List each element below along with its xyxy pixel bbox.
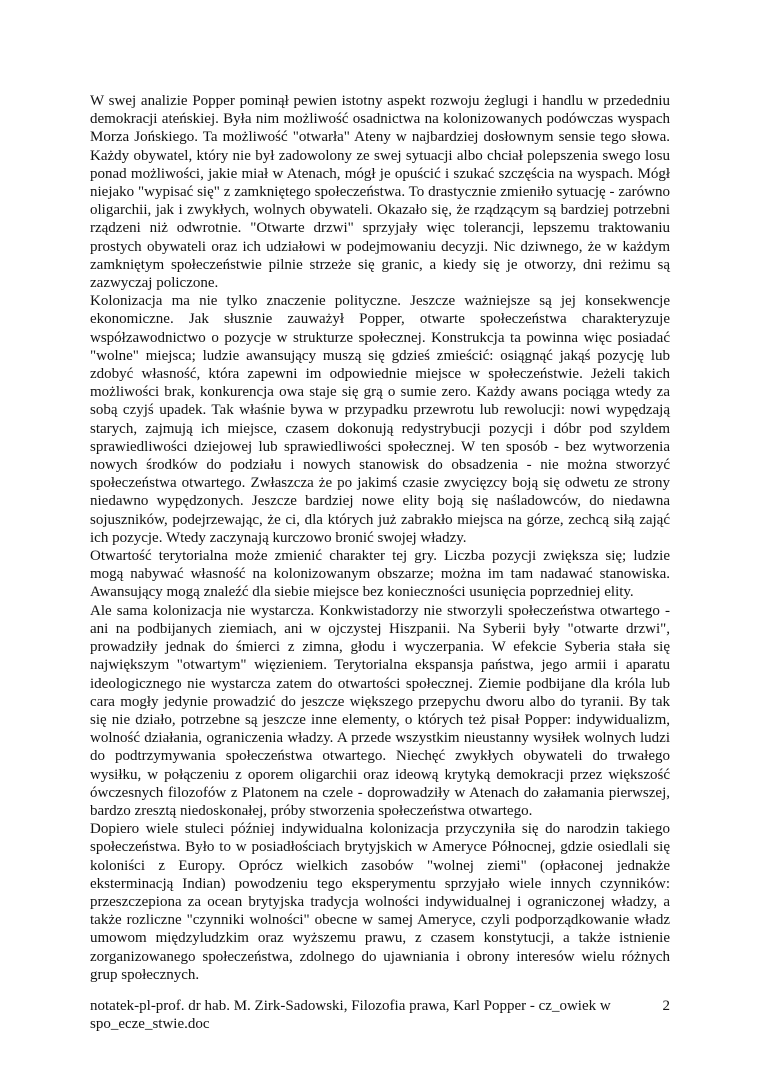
paragraph-1: W swej analizie Popper pominął pewien istotny aspekt rozwoju żeglugi i handlu w przededniu demokracji ateńskiej. Była nim możliwość osadnictwa na kolonizowanych podówczas wyspach Morza Jońskiego. Ta możliwość "otwarła" Ateny w najbardziej dosłownym sensie tego słowa. Każdy obywatel, który nie był zadowolony ze swej sytuacji albo chciał polepszenia swego losu ponad możliwości, jakie miał w Atenach, mógł je opuścić i szukać szczęścia na wyspach. Mógł niejako "wypisać się" z zamkniętego społeczeństwa. To drastycznie zmieniło sytuację - zarówno oligarchii, jak i zwykłych, wolnych obywateli. Okazało się, że rządzącym są bardziej potrzebni rządzeni niż odwrotnie. "Otwarte drzwi" sprzyjały więc tolerancji, lepszemu traktowaniu prostych obywateli oraz ich udziałowi w podejmowaniu decyzji. Nic dziwnego, że w każdym zamkniętym społeczeństwie pilnie strzeże się granic, a kiedy się je otworzy, dni reżimu są zazwyczaj policzone. <box>90 93 670 292</box>
footer-filename: notatek-pl-prof. dr hab. M. Zirk-Sadowski, Filozofia prawa, Karl Popper - cz_owiek w spo_ecze_stwie.doc <box>90 998 611 1032</box>
paragraph-2: Kolonizacja ma nie tylko znaczenie polityczne. Jeszcze ważniejsze są jej konsekwencje ekonomiczne. Jak słusznie zauważył Popper, otwarte społeczeństwa charakteryzuje współzawodnictwo o pozycje w strukturze społecznej. Konstrukcja ta powinna więc posiadać "wolne" miejsca; ludzie awansujący muszą się gdzieś zmieścić: osiągnąć jakąś pozycję lub zdobyć własność, która zapewni im odpowiednie miejsce w społeczeństwie. Jeżeli takich możliwości brak, konkurencja owa staje się grą o sumie zero. Każdy awans pociąga wtedy za sobą czyjś upadek. Tak właśnie bywa w przypadku przewrotu lub rewolucji: nowi wypędzają starych, zajmują ich miejsce, czasem dokonują redystrybucji pozycji i dóbr pod szyldem sprawiedliwości dziejowej lub sprawiedliwości społecznej. W ten sposób - bez wytworzenia nowych środków do podziału i nowych stanowisk do obsadzenia - nie można stworzyć społeczeństwa otwartego. Zwłaszcza że po jakimś czasie zwycięzcy boją się odwetu ze strony niedawno wypędzonych. Jeszcze bardziej nowe elity boją się naśladowców, do niedawna sojuszników, podejrzewając, że ci, dla których już zabrakło miejsca na górze, zechcą siłą zająć ich pozycje. Wtedy zaczynają kurczowo bronić swojej władzy. <box>90 293 670 546</box>
page-number: 2 <box>662 998 670 1014</box>
paragraph-4: Ale sama kolonizacja nie wystarcza. Konkwistadorzy nie stworzyli społeczeństwa otwartego - ani na podbijanych ziemiach, ani w ojczystej Hiszpanii. Na Syberii były "otwarte drzwi", prowadziły jednak do śmierci z zimna, głodu i wyczerpania. W efekcie Syberia stała się największym "otwartym" więzieniem. Terytorialna ekspansja państwa, jego armii i aparatu ideologicznego nie wystarcza zatem do otwartości społecznej. Ziemie podbijane dla króla lub cara mogły jedynie prowadzić do jeszcze większego przepychu dworu albo do tyranii. By tak się nie działo, potrzebne są jeszcze inne elementy, o których też pisał Popper: indywidualizm, wolność działania, ograniczenia władzy. A przede wszystkim nieustanny wysiłek wolnych ludzi do podtrzymywania społeczeństwa otwartego. Niechęć zwykłych obywateli do trwałego wysiłku, w połączeniu z oporem oligarchii oraz ideową krytyką demokracji przez większość ówczesnych filozofów z Platonem na czele - doprowadziły w Atenach do załamania pierwszej, bardzo zresztą niedoskonałej, próby stworzenia społeczeństwa otwartego. <box>90 602 670 819</box>
page-footer <box>90 997 670 1033</box>
paragraph-5: Dopiero wiele stuleci później indywidualna kolonizacja przyczyniła się do narodzin takiego społeczeństwa. Było to w posiadłościach brytyjskich w Ameryce Północnej, gdzie osiedlali się koloniści z Europy. Oprócz wielkich zasobów "wolnej ziemi" (opłaconej jednakże eksterminacją Indian) powodzeniu tego eksperymentu sprzyjało wiele innych czynników: przeszczepiona za ocean brytyjska tradycja wolności indywidualnej i ograniczonej władzy, a także rozliczne "czynniki wolności" obecne w samej Ameryce, czyli podporządkowanie władz umowom międzyludzkim oraz wyższemu prawu, z czasem konstytucji, a także istnienie zorganizowanego społeczeństwa, zdolnego do ujawniania i obrony interesów wielu różnych grup społecznych. <box>90 821 670 983</box>
paragraph-3: Otwartość terytorialna może zmienić charakter tej gry. Liczba pozycji zwiększa się; ludzie mogą nabywać własność na kolonizowanym obszarze; można im tam nadawać stanowiska. Awansujący mogą znaleźć dla siebie miejsce bez konieczności usunięcia poprzedniej elity. <box>90 548 670 601</box>
body-text <box>90 92 670 984</box>
